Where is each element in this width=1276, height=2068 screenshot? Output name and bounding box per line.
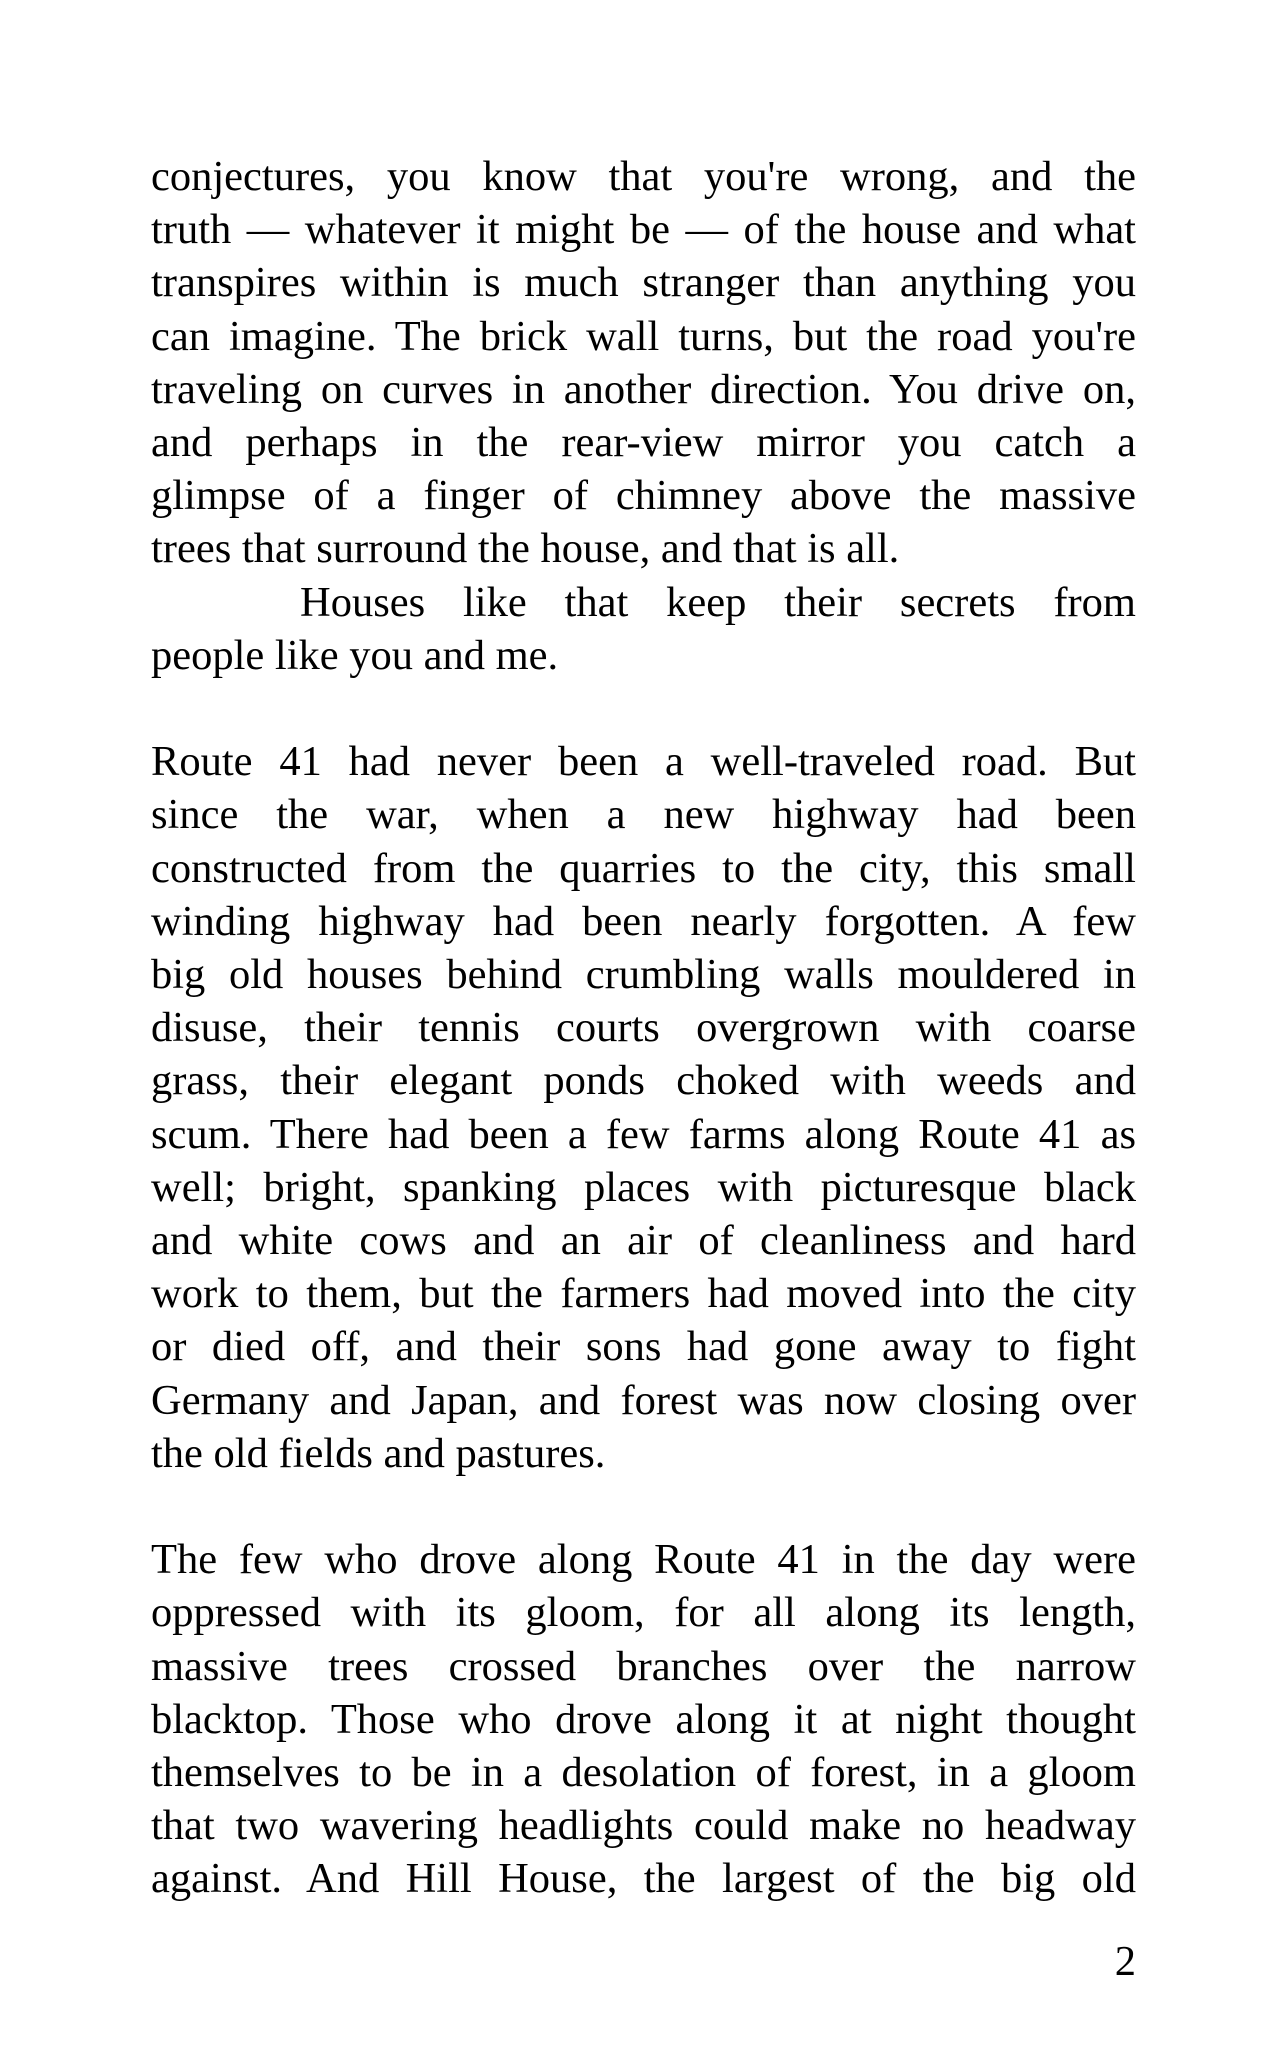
text-line: that two wavering headlights could make no headway [151,1802,1136,1850]
text-line: since the war, when a new highway had been [151,791,1136,839]
text-line: truth — whatever it might be — of the house and what [151,206,1136,254]
page-body [151,150,1136,1906]
text-line: and perhaps in the rear-view mirror you catch a [151,419,1136,467]
paragraph-gap [151,1480,1136,1533]
text-line: the old fields and pastures. [151,1429,606,1477]
text-line: can imagine. The brick wall turns, but the road you're [151,312,1136,360]
text-line: grass, their elegant ponds choked with weeds and [151,1057,1136,1105]
text-line: Route 41 had never been a well-traveled road. But [151,738,1136,786]
text-line: scum. There had been a few farms along Route 41 as [151,1110,1136,1158]
paragraph-4 [151,1533,1136,1905]
text-line: conjectures, you know that you're wrong, and the [151,153,1136,200]
text-line: themselves to be in a desolation of forest, in a gloom [151,1749,1136,1797]
paragraph-3 [151,735,1136,1480]
text-line: constructed from the quarries to the city, this small [151,844,1136,892]
text-line: oppressed with its gloom, for all along its length, [151,1589,1136,1637]
text-line: blacktop. Those who drove along it at night thought [151,1695,1136,1743]
text-line: work to them, but the farmers had moved into the city [151,1270,1136,1318]
page-number: 2 [1114,1938,1136,1985]
text-line: and white cows and an air of cleanliness and hard [151,1217,1136,1265]
text-line: winding highway had been nearly forgotten. A few [151,897,1136,945]
text-line: traveling on curves in another direction. You drive on, [151,365,1136,413]
paragraph-gap [151,682,1136,735]
text-line: transpires within is much stranger than anything you [151,259,1136,307]
text-line: against. And Hill House, the largest of the big old [151,1855,1136,1903]
text-line: big old houses behind crumbling walls mouldered in [151,951,1136,999]
text-line: Germany and Japan, and forest was now closing over [151,1376,1136,1424]
text-line: well; bright, spanking places with picturesque black [151,1163,1136,1211]
text-line: glimpse of a finger of chimney above the massive [151,472,1136,520]
text-line: massive trees crossed branches over the narrow [151,1642,1136,1690]
text-line: trees that surround the house, and that is all. [151,525,900,573]
paragraph-1 [151,150,1136,576]
text-line: or died off, and their sons had gone away to fight [151,1323,1136,1371]
text-line: Houses like that keep their secrets from [300,578,1136,626]
paragraph-2 [151,576,1136,682]
text-line: people like you and me. [151,631,559,679]
text-line: disuse, their tennis courts overgrown with coarse [151,1004,1136,1052]
text-line: The few who drove along Route 41 in the day were [151,1536,1136,1584]
